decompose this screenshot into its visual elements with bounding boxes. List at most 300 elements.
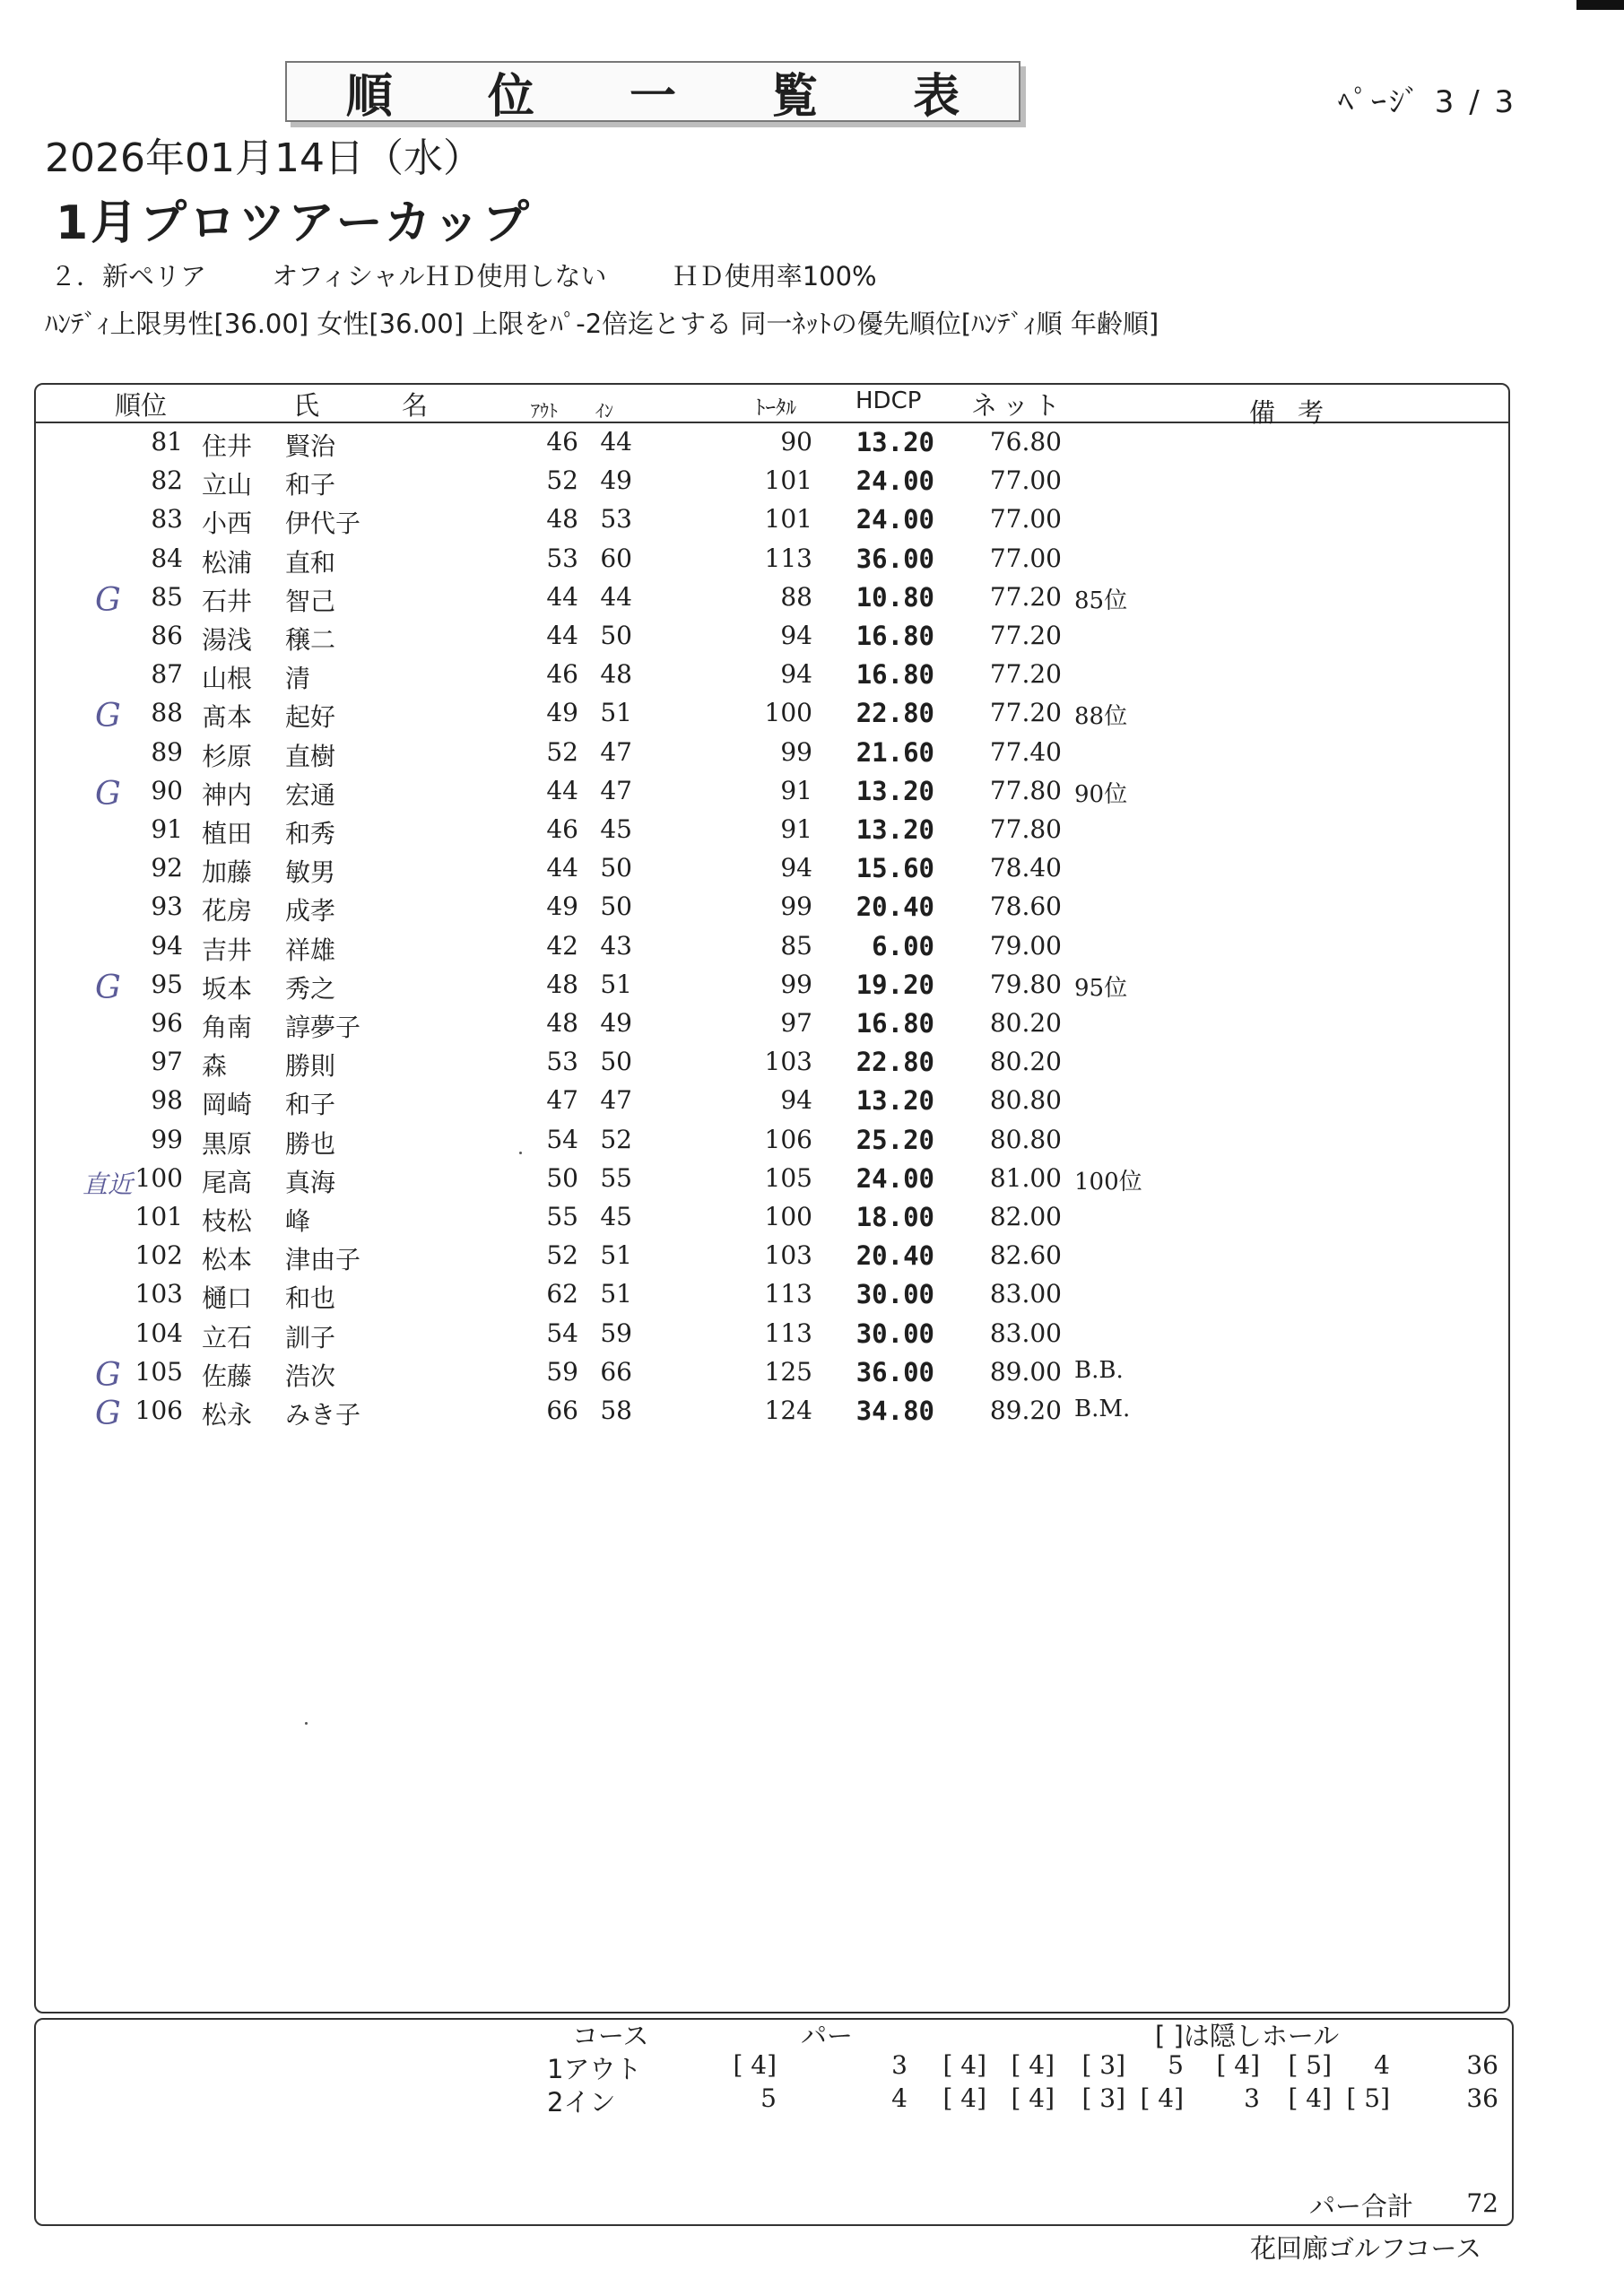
rank-cell: 106 (135, 1396, 183, 1425)
hole-par-value: [ 4] (1011, 2083, 1055, 2113)
net-score-cell: 80.80 (989, 1124, 1062, 1154)
surname-cell: 吉井 (202, 935, 253, 965)
col-net: ネット (971, 390, 1066, 421)
col-name-first: 氏 (293, 390, 320, 421)
in-score-cell: 55 (600, 1162, 632, 1193)
given-name-cell: 宏通 (285, 779, 336, 810)
net-score-cell: 77.20 (989, 659, 1062, 690)
out-score-cell: 44 (546, 621, 578, 650)
rank-cell: 105 (135, 1356, 183, 1387)
col-hdcp: HDCP (855, 387, 922, 414)
surname-cell: 松浦 (202, 547, 253, 578)
given-name-cell: 清 (285, 664, 311, 694)
rank-cell: 92 (151, 853, 183, 883)
remarks-cell: B.M. (1074, 1396, 1131, 1422)
remarks-cell: B.B. (1074, 1356, 1124, 1384)
rank-cell: 90 (151, 775, 183, 805)
total-score-cell: 91 (780, 814, 812, 844)
net-score-cell: 77.80 (989, 775, 1062, 805)
total-score-cell: 97 (780, 1008, 812, 1038)
hole-par-value: 3 (891, 2050, 908, 2080)
surname-cell: 神内 (202, 779, 253, 810)
total-score-cell: 103 (764, 1240, 812, 1271)
in-score-cell: 45 (600, 814, 632, 844)
out-course-label: 1アウト (547, 2054, 642, 2084)
rank-cell: 100 (135, 1162, 183, 1193)
hdcp-cell: 18.00 (855, 1202, 934, 1232)
hdcp-cell: 24.00 (855, 465, 934, 497)
hdcp-cell: 36.00 (855, 543, 934, 574)
hdcp-cell: 24.00 (855, 1162, 934, 1194)
table-row (0, 970, 1624, 1008)
given-name-cell: 和秀 (285, 819, 336, 848)
in-score-cell: 43 (600, 930, 632, 961)
total-score-cell: 94 (780, 1085, 812, 1116)
in-score-cell: 53 (600, 504, 632, 535)
event-name: 1月プロツアーカップ (56, 196, 533, 250)
surname-cell: 枝松 (202, 1206, 253, 1236)
given-name-cell: 和子 (285, 470, 336, 500)
page-indicator: ﾍﾟｰｼﾞ 3 / 3 (1338, 84, 1517, 120)
net-score-cell: 89.00 (989, 1356, 1062, 1387)
par-label: パー (801, 2021, 854, 2051)
net-score-cell: 81.00 (989, 1162, 1062, 1193)
hole-par-value: [ 5] (1288, 2050, 1332, 2080)
surname-cell: 加藤 (202, 857, 253, 888)
col-total: ﾄｰﾀﾙ (755, 396, 796, 420)
total-score-cell: 90 (780, 427, 812, 457)
in-score-cell: 60 (600, 543, 632, 573)
table-row (0, 1357, 1624, 1396)
total-score-cell: 99 (780, 736, 812, 767)
net-score-cell: 77.20 (989, 621, 1062, 650)
net-score-cell: 83.00 (989, 1279, 1062, 1309)
out-score-cell: 52 (546, 465, 578, 496)
in-par-total: 36 (1466, 2083, 1498, 2113)
rank-cell: 96 (151, 1008, 183, 1038)
in-score-cell: 47 (600, 1085, 632, 1116)
table-row (0, 1240, 1624, 1279)
out-score-cell: 46 (546, 427, 578, 457)
in-score-cell: 50 (600, 891, 632, 922)
remarks-cell: 100位 (1074, 1168, 1142, 1196)
given-name-cell: 穣二 (285, 625, 336, 655)
out-score-cell: 49 (546, 698, 578, 728)
table-row (0, 737, 1624, 776)
out-score-cell: 54 (546, 1124, 578, 1154)
in-score-cell: 58 (600, 1396, 632, 1425)
given-name-cell: 賢治 (285, 431, 336, 461)
out-score-cell: 44 (546, 581, 578, 612)
out-score-cell: 66 (546, 1396, 578, 1425)
hdcp-cell: 20.40 (855, 891, 934, 923)
hdcp-cell: 13.20 (855, 427, 934, 457)
out-score-cell: 46 (546, 659, 578, 690)
hole-par-value: 5 (1168, 2050, 1184, 2080)
par-total-label: パー合計 (1309, 2191, 1414, 2222)
page-title: 順 位 一 覧 表 (345, 69, 1000, 124)
surname-cell: 岡崎 (202, 1090, 253, 1120)
rank-cell: 89 (151, 736, 183, 767)
hdcp-cell: 16.80 (855, 1008, 934, 1039)
in-score-cell: 50 (600, 621, 632, 650)
table-row (0, 621, 1624, 659)
handwritten-mark: G (95, 581, 121, 619)
out-score-cell: 49 (546, 891, 578, 922)
in-score-cell: 44 (600, 581, 632, 612)
col-remarks-first: 備 (1249, 397, 1276, 428)
surname-cell: 立山 (202, 470, 253, 500)
total-score-cell: 113 (764, 1279, 812, 1309)
net-score-cell: 78.60 (989, 891, 1062, 922)
rank-cell: 87 (151, 659, 183, 690)
given-name-cell: 伊代子 (285, 509, 361, 539)
net-score-cell: 80.20 (989, 1047, 1062, 1077)
in-score-cell: 59 (600, 1318, 632, 1348)
total-score-cell: 105 (764, 1162, 812, 1193)
out-score-cell: 47 (546, 1085, 578, 1116)
net-score-cell: 77.40 (989, 736, 1062, 767)
surname-cell: 森 (202, 1051, 228, 1082)
total-score-cell: 94 (780, 659, 812, 690)
stray-mark (519, 1152, 522, 1154)
remarks-cell: 85位 (1074, 587, 1128, 614)
rank-cell: 95 (151, 969, 183, 999)
hdcp-cell: 19.20 (855, 969, 934, 1000)
total-score-cell: 94 (780, 853, 812, 883)
total-score-cell: 125 (764, 1356, 812, 1387)
in-score-cell: 52 (600, 1124, 632, 1154)
rank-cell: 99 (151, 1124, 183, 1154)
table-row (0, 1396, 1624, 1434)
in-score-cell: 50 (600, 853, 632, 883)
in-score-cell: 44 (600, 427, 632, 457)
out-par-total: 36 (1466, 2050, 1498, 2080)
given-name-cell: 秀之 (285, 973, 336, 1004)
given-name-cell: 敏男 (285, 857, 336, 888)
hdcp-cell: 13.20 (855, 814, 934, 845)
out-score-cell: 62 (546, 1279, 578, 1309)
hole-par-value: [ 3] (1081, 2083, 1125, 2113)
hdcp-cell: 16.80 (855, 621, 934, 651)
col-remarks-second: 考 (1298, 397, 1324, 428)
surname-cell: 坂本 (202, 973, 253, 1004)
given-name-cell: 直樹 (285, 741, 336, 771)
in-course-label: 2イン (547, 2087, 616, 2118)
hdcp-cell: 13.20 (855, 775, 934, 806)
official-hd-setting: オフィシャルＨＤ使用しない (272, 261, 607, 291)
col-name-second: 名 (402, 390, 429, 421)
handwritten-mark: G (95, 775, 121, 813)
hdcp-cell: 22.80 (855, 1047, 934, 1078)
rank-cell: 98 (151, 1085, 183, 1116)
given-name-cell: 真海 (285, 1167, 336, 1197)
table-row (0, 465, 1624, 504)
hdcp-cell: 22.80 (855, 698, 934, 729)
net-score-cell: 77.00 (989, 504, 1062, 535)
out-score-cell: 48 (546, 1008, 578, 1038)
rank-cell: 97 (151, 1047, 183, 1077)
out-score-cell: 53 (546, 1047, 578, 1077)
hole-par-value: 3 (1244, 2083, 1260, 2113)
in-score-cell: 51 (600, 1240, 632, 1271)
surname-cell: 立石 (202, 1322, 253, 1352)
hole-par-value: [ 4] (1011, 2050, 1055, 2080)
net-score-cell: 77.00 (989, 543, 1062, 573)
table-row (0, 698, 1624, 736)
in-score-cell: 49 (600, 1008, 632, 1038)
in-score-cell: 66 (600, 1356, 632, 1387)
table-row (0, 427, 1624, 465)
hdcp-cell: 30.00 (855, 1279, 934, 1310)
table-row (0, 891, 1624, 930)
table-row (0, 504, 1624, 543)
col-in: ｲﾝ (595, 400, 613, 422)
surname-cell: 尾高 (202, 1167, 253, 1197)
hole-par-value: [ 4] (1216, 2050, 1260, 2080)
net-score-cell: 79.00 (989, 930, 1062, 961)
given-name-cell: 勝則 (285, 1051, 336, 1082)
given-name-cell: 浩次 (285, 1361, 336, 1391)
given-name-cell: 勝也 (285, 1128, 336, 1159)
hole-par-value: [ 4] (1140, 2083, 1184, 2113)
hole-par-value: [ 5] (1346, 2083, 1390, 2113)
hole-par-value: [ 4] (733, 2050, 777, 2080)
total-score-cell: 106 (764, 1124, 812, 1154)
table-row (0, 544, 1624, 582)
out-score-cell: 44 (546, 775, 578, 805)
out-score-cell: 59 (546, 1356, 578, 1387)
header-divider (34, 422, 1508, 423)
out-score-cell: 48 (546, 504, 578, 535)
out-score-cell: 44 (546, 853, 578, 883)
table-row (0, 1047, 1624, 1085)
out-score-cell: 42 (546, 930, 578, 961)
net-score-cell: 82.60 (989, 1240, 1062, 1271)
hdcp-cell: 36.00 (855, 1356, 934, 1387)
hdcp-cell: 25.20 (855, 1124, 934, 1155)
net-score-cell: 83.00 (989, 1318, 1062, 1348)
in-score-cell: 51 (600, 698, 632, 728)
table-row (0, 1202, 1624, 1240)
in-score-cell: 51 (600, 969, 632, 999)
surname-cell: 湯浅 (202, 625, 253, 655)
out-score-cell: 48 (546, 969, 578, 999)
stray-mark (305, 1722, 308, 1725)
total-score-cell: 99 (780, 891, 812, 922)
given-name-cell: 智己 (285, 586, 336, 616)
net-score-cell: 82.00 (989, 1202, 1062, 1231)
table-row (0, 776, 1624, 814)
total-score-cell: 124 (764, 1396, 812, 1425)
surname-cell: 小西 (202, 509, 253, 539)
hole-par-value: [ 4] (1288, 2083, 1332, 2113)
given-name-cell: 津由子 (285, 1245, 361, 1275)
hdcp-cell: 24.00 (855, 504, 934, 535)
rank-cell: 94 (151, 930, 183, 961)
surname-cell: 松本 (202, 1245, 253, 1275)
given-name-cell: 和子 (285, 1090, 336, 1120)
hdcp-cell: 30.00 (855, 1318, 934, 1349)
rank-cell: 83 (151, 504, 183, 535)
out-score-cell: 54 (546, 1318, 578, 1348)
total-score-cell: 103 (764, 1047, 812, 1077)
rank-cell: 82 (151, 465, 183, 496)
rank-cell: 81 (151, 427, 183, 457)
total-score-cell: 99 (780, 969, 812, 999)
given-name-cell: 諄夢子 (285, 1013, 361, 1042)
net-score-cell: 89.20 (989, 1396, 1062, 1425)
hdcp-cell: 21.60 (855, 736, 934, 768)
surname-cell: 黒原 (202, 1128, 253, 1159)
in-score-cell: 50 (600, 1047, 632, 1077)
table-row (0, 1125, 1624, 1163)
net-score-cell: 80.80 (989, 1085, 1062, 1116)
total-score-cell: 100 (764, 698, 812, 728)
net-score-cell: 77.80 (989, 814, 1062, 844)
scan-corner-mark (1576, 0, 1624, 10)
total-score-cell: 113 (764, 543, 812, 573)
out-score-cell: 52 (546, 736, 578, 767)
total-score-cell: 88 (780, 581, 812, 612)
handicap-rules: ﾊﾝﾃﾞｨ上限男性[36.00] 女性[36.00] 上限をﾊﾟ-2倍迄とする 同一ﾈｯﾄの優先順位[ﾊﾝﾃﾞｨ順 年齢順] (45, 309, 1159, 339)
given-name-cell: 直和 (285, 547, 336, 578)
out-score-cell: 46 (546, 814, 578, 844)
total-score-cell: 101 (764, 504, 812, 535)
table-row (0, 1085, 1624, 1124)
rank-cell: 85 (151, 581, 183, 612)
in-score-cell: 49 (600, 465, 632, 496)
title-box (285, 61, 1020, 122)
out-score-cell: 55 (546, 1202, 578, 1231)
table-row (0, 931, 1624, 970)
total-score-cell: 100 (764, 1202, 812, 1231)
course-label: コース (572, 2021, 649, 2051)
given-name-cell: 起好 (285, 702, 336, 733)
rank-cell: 91 (151, 814, 183, 844)
hdcp-cell: 15.60 (855, 853, 934, 884)
rank-cell: 86 (151, 621, 183, 650)
remarks-cell: 90位 (1074, 780, 1128, 808)
hdcp-cell: 34.80 (855, 1396, 934, 1426)
scoring-conditions (50, 257, 934, 293)
table-row (0, 1279, 1624, 1318)
net-score-cell: 76.80 (989, 427, 1062, 457)
rank-cell: 93 (151, 891, 183, 922)
out-score-cell: 50 (546, 1162, 578, 1193)
total-score-cell: 85 (780, 930, 812, 961)
net-score-cell: 79.80 (989, 969, 1062, 999)
surname-cell: 松永 (202, 1400, 253, 1430)
total-score-cell: 113 (764, 1318, 812, 1348)
col-rank: 順位 (115, 390, 168, 421)
in-score-cell: 51 (600, 1279, 632, 1309)
hdcp-cell: 13.20 (855, 1085, 934, 1117)
par-total-value: 72 (1466, 2188, 1498, 2218)
surname-cell: 角南 (202, 1013, 253, 1042)
event-date: 2026年01月14日（水） (45, 135, 482, 181)
surname-cell: 花房 (202, 896, 253, 926)
total-score-cell: 91 (780, 775, 812, 805)
hdcp-cell: 16.80 (855, 659, 934, 691)
handwritten-mark: G (95, 1356, 121, 1394)
hdcp-cell: 20.40 (855, 1240, 934, 1272)
net-score-cell: 77.00 (989, 465, 1062, 496)
total-score-cell: 94 (780, 621, 812, 650)
net-score-cell: 78.40 (989, 853, 1062, 883)
total-score-cell: 101 (764, 465, 812, 496)
rank-cell: 84 (151, 543, 183, 573)
in-score-cell: 45 (600, 1202, 632, 1231)
handwritten-mark: G (95, 1396, 121, 1432)
rank-cell: 102 (135, 1240, 183, 1271)
surname-cell: 佐藤 (202, 1361, 253, 1391)
table-row (0, 1163, 1624, 1202)
surname-cell: 植田 (202, 819, 253, 848)
table-row (0, 582, 1624, 621)
handwritten-mark: 直近 (83, 1169, 134, 1199)
table-row (0, 1008, 1624, 1047)
surname-cell: 石井 (202, 586, 253, 616)
net-score-cell: 77.20 (989, 581, 1062, 612)
surname-cell: 杉原 (202, 741, 253, 771)
table-row (0, 853, 1624, 891)
out-score-cell: 53 (546, 543, 578, 573)
net-score-cell: 77.20 (989, 698, 1062, 728)
hidden-hole-legend: [ ]は隠しホール (1155, 2021, 1340, 2051)
rank-cell: 101 (135, 1202, 183, 1231)
table-row (0, 814, 1624, 853)
given-name-cell: 訓子 (285, 1322, 336, 1352)
hole-par-value: [ 4] (942, 2050, 986, 2080)
hole-par-value: 4 (891, 2083, 908, 2113)
given-name-cell: 成孝 (285, 896, 336, 926)
col-out: ｱｳﾄ (531, 400, 558, 422)
course-name: 花回廊ゴルフコース (1250, 2233, 1482, 2264)
surname-cell: 住井 (202, 431, 253, 461)
hdcp-cell: 10.80 (855, 581, 934, 613)
surname-cell: 山根 (202, 664, 253, 694)
handwritten-mark: G (95, 698, 121, 735)
hd-usage-rate: ＨＤ使用率100% (672, 261, 877, 291)
in-score-cell: 47 (600, 775, 632, 805)
given-name-cell: 和也 (285, 1283, 336, 1314)
surname-cell: 髙本 (202, 702, 253, 733)
handwritten-mark: G (95, 969, 121, 1006)
remarks-cell: 88位 (1074, 703, 1128, 731)
remarks-cell: 95位 (1074, 974, 1128, 1002)
given-name-cell: みき子 (285, 1400, 361, 1430)
out-score-cell: 52 (546, 1240, 578, 1271)
surname-cell: 樋口 (202, 1283, 253, 1314)
hole-par-value: [ 4] (942, 2083, 986, 2113)
rank-cell: 103 (135, 1279, 183, 1309)
scoring-method: ２．新ペリア (50, 261, 207, 291)
hdcp-cell: 6.00 (872, 930, 934, 961)
in-score-cell: 47 (600, 736, 632, 767)
table-row (0, 659, 1624, 698)
given-name-cell: 祥雄 (285, 935, 336, 965)
hole-par-value: 5 (760, 2083, 777, 2113)
in-score-cell: 48 (600, 659, 632, 690)
rank-cell: 104 (135, 1318, 183, 1348)
hole-par-value: [ 3] (1081, 2050, 1125, 2080)
table-row (0, 1318, 1624, 1357)
given-name-cell: 峰 (285, 1206, 311, 1236)
rank-cell: 88 (151, 698, 183, 728)
net-score-cell: 80.20 (989, 1008, 1062, 1038)
hole-par-value: 4 (1374, 2050, 1390, 2080)
